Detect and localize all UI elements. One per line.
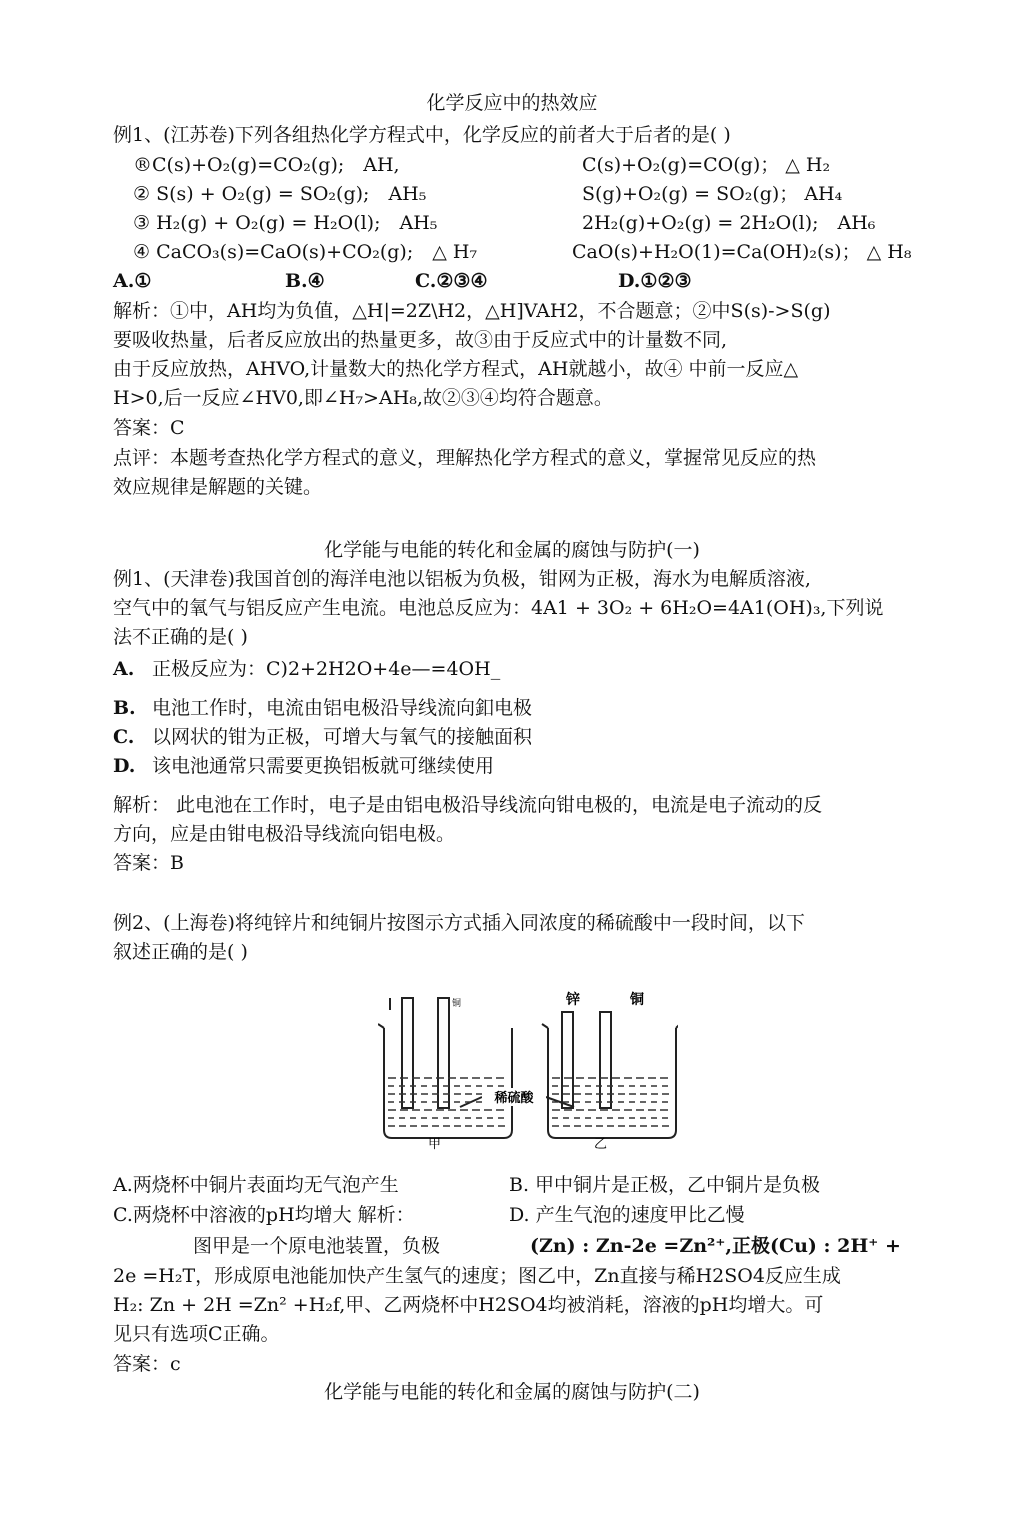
equation-left: ② S(s) + O₂(g) = SO₂(g); AH₅ — [133, 183, 427, 205]
analysis-line: H>0,后一反应∠HV0,即∠H₇>AH₈,故②③④均符合题意。 — [113, 387, 613, 409]
caption-jia: 甲 — [428, 1137, 442, 1150]
equation-left: ®C(s)+O₂(g)=CO₂(g); AH, — [133, 154, 400, 176]
equation-right: C(s)+O₂(g)=CO(g)； △ H₂ — [582, 154, 831, 176]
example-question: 叙述正确的是( ) — [113, 941, 248, 963]
answer: 答案：C — [113, 417, 185, 439]
equation-right: 2H₂(g)+O₂(g) = 2H₂O(l); AH₆ — [582, 212, 876, 234]
equation-left: ④ CaCO₃(s)=CaO(s)+CO₂(g); △ H₇ — [133, 241, 478, 263]
example-question: 空气中的氧气与铝反应产生电流。电池总反应为：4A1 + 3O₂ + 6H₂O=4A1(OH)₃,下列说 — [113, 597, 884, 619]
option-text: 正极反应为：C)2+2H2O+4e—=4OH_ — [152, 658, 501, 680]
analysis-line: 解析： 此电池在工作时，电子是由铝电极沿导线流向钳电极的，电流是电子流动的反 — [113, 794, 823, 816]
comment-line: 点评：本题考查热化学方程式的意义，理解热化学方程式的意义，掌握常见反应的热 — [113, 447, 817, 469]
option-text: 电池工作时，电流由铝电极沿导线流向釦电极 — [152, 697, 533, 719]
analysis-line: 图甲是一个原电池装置，负极 — [193, 1235, 441, 1257]
section-title-electrochem-2: 化学能与电能的转化和金属的腐蚀与防护(二) — [324, 1381, 700, 1403]
copper-label-left: 铜 — [452, 999, 462, 1009]
beaker-diagram — [378, 990, 678, 1150]
answer: 答案：c — [113, 1353, 181, 1375]
option-text: 以网状的钳为正极，可增大与氧气的接触面积 — [152, 726, 533, 748]
example-question: 例1、(天津卷)我国首创的海洋电池以铝板为负极，钳网为正极，海水为电解质溶液, — [113, 568, 811, 590]
option-c: C.②③④ — [415, 270, 488, 292]
option-a: A.两烧杯中铜片表面均无气泡产生 — [113, 1174, 399, 1196]
analysis-line: 由于反应放热，AHVO,计量数大的热化学方程式，AH就越小，故④ 中前一反应△ — [113, 358, 799, 380]
option-d: D. 产生气泡的速度甲比乙慢 — [509, 1204, 745, 1226]
example-question: 法不正确的是( ) — [113, 626, 248, 648]
option-label: B. — [113, 697, 136, 719]
analysis-line: 解析：①中，AH均为负值，△H|=2Z\H2，△H]VAH2，不合题意；②中S(s)->S(g) — [113, 300, 831, 322]
option-label: D. — [113, 755, 136, 777]
option-c: C.两烧杯中溶液的pH均增大 解析： — [113, 1204, 415, 1226]
option-label: A. — [113, 658, 135, 680]
analysis-line: 方向，应是由钳电极沿导线流向铝电极。 — [113, 823, 456, 845]
equation-left: ③ H₂(g) + O₂(g) = H₂O(l); AH₅ — [133, 212, 438, 234]
comment-line: 效应规律是解题的关键。 — [113, 476, 323, 498]
section-title-heat-effect: 化学反应中的热效应 — [426, 92, 598, 114]
analysis-line: (Zn) : Zn-2e =Zn²⁺,正极(Cu) : 2H⁺ + — [530, 1235, 901, 1257]
acid-label: 稀硫酸 — [494, 1091, 534, 1106]
analysis-line: 2e =H₂T，形成原电池能加快产生氢气的速度；图乙中，Zn直接与稀H2SO4反应生成 — [113, 1265, 841, 1287]
option-b: B. 甲中铜片是正极，乙中铜片是负极 — [509, 1174, 821, 1196]
option-d: D.①②③ — [618, 270, 692, 292]
option-text: 该电池通常只需要更换铝板就可继续使用 — [152, 755, 495, 777]
zinc-label: 锌 — [566, 992, 580, 1008]
option-a: A.① — [113, 270, 152, 292]
equation-right: S(g)+O₂(g) = SO₂(g)； AH₄ — [582, 183, 843, 205]
answer: 答案：B — [113, 852, 184, 874]
option-b: B.④ — [285, 270, 325, 292]
analysis-line: H₂: Zn + 2H =Zn² +H₂f,甲、乙两烧杯中H2SO4均被消耗，溶液的pH均增大。可 — [113, 1294, 824, 1316]
example-question: 例1、(江苏卷)下列各组热化学方程式中，化学反应的前者大于后者的是( ) — [113, 124, 731, 146]
analysis-line: 要吸收热量，后者反应放出的热量更多，故③由于反应式中的计量数不同, — [113, 329, 728, 351]
option-label: C. — [113, 726, 135, 748]
copper-label-right: 铜 — [630, 992, 644, 1008]
section-title-electrochem-1: 化学能与电能的转化和金属的腐蚀与防护(一) — [324, 539, 700, 561]
caption-yi: 乙 — [594, 1137, 608, 1150]
analysis-line: 见只有选项C正确。 — [113, 1323, 280, 1345]
example-question: 例2、(上海卷)将纯锌片和纯铜片按图示方式插入同浓度的稀硫酸中一段时间，以下 — [113, 912, 805, 934]
equation-right: CaO(s)+H₂O(1)=Ca(OH)₂(s)； △ H₈ — [572, 241, 912, 263]
